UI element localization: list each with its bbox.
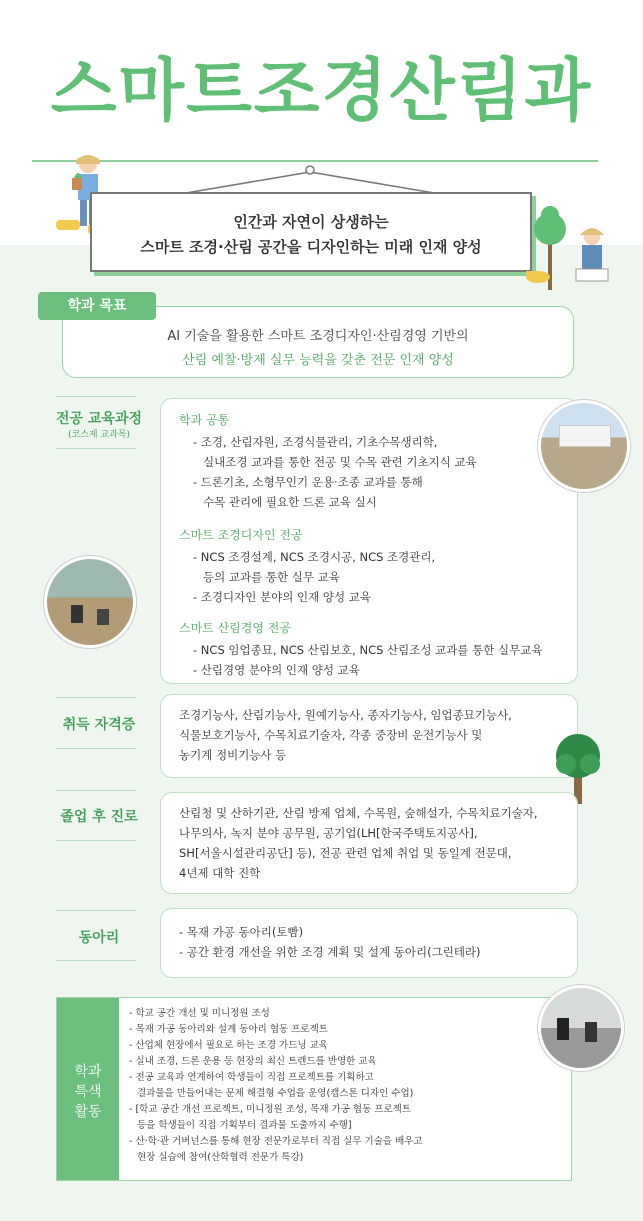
slogan-line-2: 스마트 조경·산림 공간을 디자인하는 미래 인재 양성: [140, 238, 482, 256]
list-item: 실내조경 교과를 통한 전공 및 수목 관련 기초지식 교육: [203, 455, 477, 469]
list-item: - 조경, 산림자원, 조경식물관리, 기초수목생리학,: [193, 435, 438, 449]
activities-label-line: 특색: [74, 1084, 102, 1100]
design-title: 스마트 조경디자인 전공: [179, 528, 303, 542]
goal-line-1: AI 기술을 활용한 스마트 조경디자인·산림경영 기반의: [167, 329, 469, 344]
club-line: - 목재 가공 동아리(토빰): [179, 925, 304, 939]
divider: [56, 790, 136, 791]
career-line: SH[서울시설관리공단] 등), 전공 관련 업체 취업 및 동일계 전문대,: [179, 846, 512, 860]
slogan-banner: [90, 192, 532, 272]
photo-tent-field: [538, 400, 630, 492]
divider: [56, 396, 136, 397]
activity-line: - 실내 조경, 드론 운용 등 현장의 최신 트렌드를 반영한 교육: [129, 1056, 377, 1067]
certificate-line: 식물보호기능사, 수목치료기술자, 각종 중장비 운전기능사 및: [179, 728, 483, 742]
activity-line: - 산업체 현장에서 필요로 하는 조경 가드닝 교육: [129, 1040, 328, 1051]
certificate-line: 농기계 정비기능사 등: [179, 748, 287, 762]
club-label: 동아리: [78, 930, 120, 946]
photo-greenhouse: [44, 556, 136, 648]
career-line: 나무의사, 녹지 분야 공무원, 공기업(LH[한국주택토지공사],: [179, 826, 478, 840]
certificate-line: 조경기능사, 산림기능사, 원예기능사, 종자기능사, 임업종묘기능사,: [179, 708, 512, 722]
activity-line: - [학교 공간 개선 프로젝트, 미니정원 조성, 목재 가공 협동 프로젝트: [129, 1104, 411, 1115]
photo-workshop: [538, 985, 624, 1071]
divider: [56, 910, 136, 911]
curriculum-sublabel: (코스제 교과목): [67, 430, 131, 440]
divider: [56, 697, 136, 698]
list-item: - 산림경영 분야의 인재 양성 교육: [193, 663, 360, 677]
activities-list: [129, 1006, 569, 1166]
activity-line: - 산·학·관 거버넌스를 통해 현장 전문가로부터 직접 실무 기술을 배우고: [129, 1136, 423, 1147]
common-title: 학과 공통: [179, 413, 230, 427]
list-item: 수목 관리에 필요한 드론 교육 실시: [203, 495, 377, 509]
career-line: 산림청 및 산하기관, 산림 방제 업체, 수목원, 숲해설가, 수목치료기술자,: [179, 806, 538, 820]
goal-tab: 학과 목표: [38, 292, 156, 320]
list-item: - NCS 임업종묘, NCS 산림보호, NCS 산림조성 교과를 통한 실무교육: [193, 643, 543, 657]
divider: [56, 840, 136, 841]
activity-line: - 전공 교육과 연계하여 학생들이 직접 프로젝트를 기획하고: [129, 1072, 374, 1083]
list-item: - 드론기초, 소형무인기 운용·조종 교과를 통해: [193, 475, 423, 489]
page-title: 스마트조경산림과: [50, 52, 593, 131]
activity-line: 현장 실습에 참여(산학협력 전문가 특강): [137, 1152, 304, 1163]
goal-line-2: 산림 예찰·방제 실무 능력을 갖춘 전문 인재 양성: [182, 353, 454, 368]
activities-label-line: 학과: [74, 1064, 102, 1080]
career-card: [160, 792, 578, 894]
activities-label: [57, 998, 119, 1180]
activity-line: 등을 학생들이 직접 기획부터 결과물 도출까지 수행]: [137, 1120, 352, 1131]
club-line: - 공간 환경 개선을 위한 조경 계획 및 설계 동아리(그린테라): [179, 945, 481, 959]
certificates-label: 취득 자격증: [62, 717, 136, 733]
forest-title: 스마트 산림경영 전공: [179, 621, 291, 635]
club-card: [160, 908, 578, 978]
certificates-card: [160, 694, 578, 778]
career-line: 4년제 대학 진학: [179, 866, 261, 880]
curriculum-card: [160, 398, 578, 684]
divider: [56, 960, 136, 961]
list-item: - 조경디자인 분야의 인재 양성 교육: [193, 590, 371, 604]
slogan-line-1: 인간과 자연이 상생하는: [233, 213, 389, 231]
list-item: - NCS 조경설계, NCS 조경시공, NCS 조경관리,: [193, 550, 436, 564]
divider: [56, 748, 136, 749]
gardener-illustration-right: [520, 205, 620, 295]
divider: [56, 448, 136, 449]
activity-line: - 목재 가공 동아리와 설계 동아리 협동 프로젝트: [129, 1024, 328, 1035]
activities-label-line: 활동: [74, 1104, 102, 1120]
career-label: 졸업 후 진로: [60, 809, 138, 825]
list-item: 등의 교과를 통한 실무 교육: [203, 570, 340, 584]
activity-line: - 학교 공간 개선 및 미니정원 조성: [129, 1008, 270, 1019]
activities-box: [56, 997, 572, 1181]
curriculum-label: 전공 교육과정: [55, 411, 143, 427]
activity-line: 결과물을 만들어내는 문제 해결형 수업을 운영(캡스톤 디자인 수업): [137, 1088, 414, 1099]
